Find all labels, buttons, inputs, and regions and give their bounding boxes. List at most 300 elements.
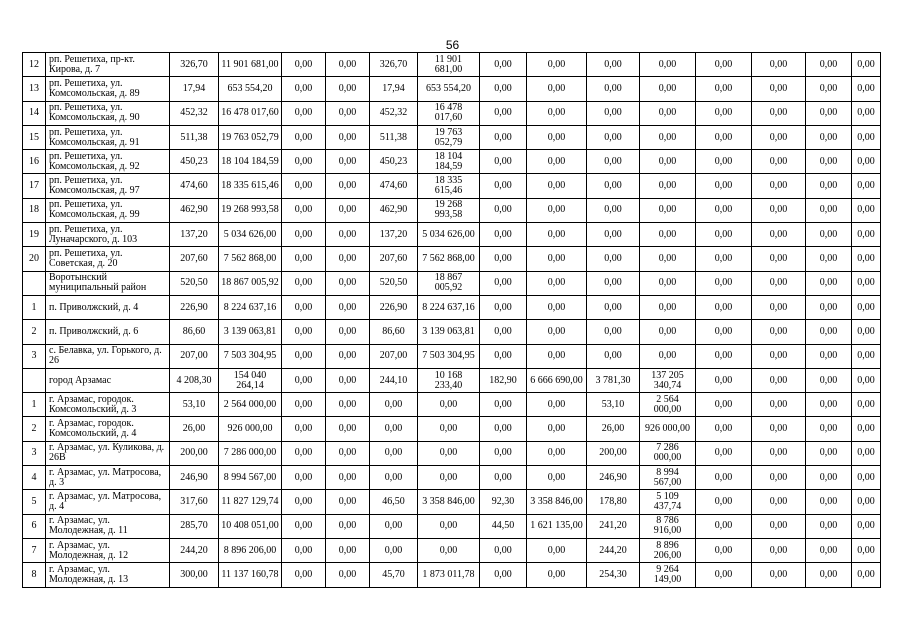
value-cell: 0,00 xyxy=(752,101,806,125)
value-cell: 178,80 xyxy=(587,490,640,514)
row-number-cell: 15 xyxy=(23,125,46,149)
value-cell: 0,00 xyxy=(696,247,752,271)
value-cell: 0,00 xyxy=(326,150,370,174)
address-cell: Воротынский муниципальный район xyxy=(46,271,170,295)
value-cell: 19 763 052,79 xyxy=(219,125,282,149)
value-cell: 0,00 xyxy=(806,174,852,198)
value-cell: 0,00 xyxy=(282,198,326,222)
value-cell: 0,00 xyxy=(418,538,480,562)
value-cell: 0,00 xyxy=(326,466,370,490)
table-row xyxy=(23,466,881,490)
address-cell: г. Арзамас, городок. Комсомольский, д. 3 xyxy=(46,393,170,417)
value-cell: 0,00 xyxy=(326,223,370,247)
value-cell: 137 205 340,74 xyxy=(640,368,696,392)
value-cell: 0,00 xyxy=(480,320,527,344)
value-cell: 0,00 xyxy=(696,174,752,198)
value-cell: 0,00 xyxy=(806,393,852,417)
value-cell: 0,00 xyxy=(852,490,881,514)
value-cell: 0,00 xyxy=(696,538,752,562)
value-cell: 0,00 xyxy=(696,53,752,77)
value-cell: 0,00 xyxy=(806,514,852,538)
value-cell: 0,00 xyxy=(282,368,326,392)
value-cell: 0,00 xyxy=(806,344,852,368)
value-cell: 0,00 xyxy=(527,247,587,271)
table-row xyxy=(23,490,881,514)
value-cell: 0,00 xyxy=(326,198,370,222)
value-cell: 0,00 xyxy=(587,101,640,125)
value-cell: 0,00 xyxy=(418,393,480,417)
value-cell: 0,00 xyxy=(696,101,752,125)
row-number-cell: 5 xyxy=(23,490,46,514)
value-cell: 244,20 xyxy=(170,538,219,562)
row-number-cell xyxy=(23,271,46,295)
value-cell: 0,00 xyxy=(282,295,326,319)
value-cell: 0,00 xyxy=(696,466,752,490)
value-cell: 0,00 xyxy=(852,271,881,295)
value-cell: 452,32 xyxy=(370,101,418,125)
value-cell: 474,60 xyxy=(170,174,219,198)
value-cell: 0,00 xyxy=(696,198,752,222)
value-cell: 452,32 xyxy=(170,101,219,125)
value-cell: 0,00 xyxy=(696,344,752,368)
value-cell: 0,00 xyxy=(852,77,881,101)
value-cell: 244,10 xyxy=(370,368,418,392)
value-cell: 0,00 xyxy=(418,514,480,538)
value-cell: 0,00 xyxy=(527,53,587,77)
value-cell: 0,00 xyxy=(852,538,881,562)
value-cell: 0,00 xyxy=(326,563,370,587)
value-cell: 0,00 xyxy=(852,344,881,368)
value-cell: 7 503 304,95 xyxy=(418,344,480,368)
value-cell: 0,00 xyxy=(282,417,326,441)
value-cell: 19 268 993,58 xyxy=(418,198,480,222)
value-cell: 0,00 xyxy=(282,393,326,417)
row-number-cell: 20 xyxy=(23,247,46,271)
table-row xyxy=(23,125,881,149)
value-cell: 0,00 xyxy=(527,393,587,417)
value-cell: 0,00 xyxy=(282,150,326,174)
value-cell: 0,00 xyxy=(326,271,370,295)
address-cell: рп. Решетиха, ул. Комсомольская, д. 97 xyxy=(46,174,170,198)
value-cell: 0,00 xyxy=(640,53,696,77)
value-cell: 11 901 681,00 xyxy=(219,53,282,77)
table-row xyxy=(23,344,881,368)
value-cell: 0,00 xyxy=(806,320,852,344)
value-cell: 0,00 xyxy=(806,563,852,587)
value-cell: 0,00 xyxy=(282,174,326,198)
address-cell: рп. Решетиха, ул. Советская, д. 20 xyxy=(46,247,170,271)
value-cell: 0,00 xyxy=(527,466,587,490)
address-cell: г. Арзамас, ул. Молодежная, д. 12 xyxy=(46,538,170,562)
value-cell: 0,00 xyxy=(640,344,696,368)
value-cell: 0,00 xyxy=(696,441,752,465)
row-number-cell: 14 xyxy=(23,101,46,125)
value-cell: 19 763 052,79 xyxy=(418,125,480,149)
value-cell: 0,00 xyxy=(696,77,752,101)
value-cell: 0,00 xyxy=(326,295,370,319)
value-cell: 474,60 xyxy=(370,174,418,198)
value-cell: 0,00 xyxy=(640,271,696,295)
value-cell: 9 264 149,00 xyxy=(640,563,696,587)
value-cell: 0,00 xyxy=(587,320,640,344)
value-cell: 0,00 xyxy=(752,77,806,101)
value-cell: 0,00 xyxy=(696,393,752,417)
row-number-cell: 2 xyxy=(23,417,46,441)
value-cell: 0,00 xyxy=(752,344,806,368)
value-cell: 207,60 xyxy=(370,247,418,271)
address-cell: рп. Решетиха, ул. Комсомольская, д. 91 xyxy=(46,125,170,149)
table-body xyxy=(23,53,881,588)
table-row xyxy=(23,295,881,319)
value-cell: 0,00 xyxy=(806,417,852,441)
value-cell: 326,70 xyxy=(370,53,418,77)
value-cell: 0,00 xyxy=(282,271,326,295)
value-cell: 0,00 xyxy=(480,271,527,295)
address-cell: г. Арзамас, ул. Куликова, д. 26В xyxy=(46,441,170,465)
value-cell: 5 109 437,74 xyxy=(640,490,696,514)
value-cell: 11 901 681,00 xyxy=(418,53,480,77)
value-cell: 18 104 184,59 xyxy=(418,150,480,174)
value-cell: 0,00 xyxy=(852,174,881,198)
value-cell: 0,00 xyxy=(852,125,881,149)
value-cell: 0,00 xyxy=(640,320,696,344)
value-cell: 0,00 xyxy=(806,198,852,222)
value-cell: 0,00 xyxy=(696,368,752,392)
row-number-cell: 12 xyxy=(23,53,46,77)
value-cell: 1 621 135,00 xyxy=(527,514,587,538)
value-cell: 7 286 000,00 xyxy=(640,441,696,465)
value-cell: 0,00 xyxy=(640,295,696,319)
value-cell: 0,00 xyxy=(587,125,640,149)
row-number-cell: 4 xyxy=(23,466,46,490)
value-cell: 86,60 xyxy=(370,320,418,344)
value-cell: 0,00 xyxy=(696,320,752,344)
value-cell: 0,00 xyxy=(480,223,527,247)
row-number-cell: 1 xyxy=(23,393,46,417)
address-cell: г. Арзамас, ул. Матросова, д. 3 xyxy=(46,466,170,490)
value-cell: 0,00 xyxy=(852,53,881,77)
row-number-cell: 13 xyxy=(23,77,46,101)
value-cell: 0,00 xyxy=(527,125,587,149)
table-row xyxy=(23,320,881,344)
address-cell: г. Арзамас, ул. Молодежная, д. 11 xyxy=(46,514,170,538)
value-cell: 44,50 xyxy=(480,514,527,538)
table-row xyxy=(23,271,881,295)
value-cell: 326,70 xyxy=(170,53,219,77)
value-cell: 0,00 xyxy=(326,344,370,368)
value-cell: 0,00 xyxy=(480,344,527,368)
table-row xyxy=(23,247,881,271)
table-row xyxy=(23,538,881,562)
address-cell: рп. Решетиха, ул. Комсомольская, д. 99 xyxy=(46,198,170,222)
value-cell: 0,00 xyxy=(282,538,326,562)
value-cell: 285,70 xyxy=(170,514,219,538)
value-cell: 18 104 184,59 xyxy=(219,150,282,174)
value-cell: 0,00 xyxy=(587,174,640,198)
value-cell: 0,00 xyxy=(587,198,640,222)
value-cell: 0,00 xyxy=(852,466,881,490)
value-cell: 0,00 xyxy=(752,368,806,392)
value-cell: 3 139 063,81 xyxy=(418,320,480,344)
value-cell: 182,90 xyxy=(480,368,527,392)
value-cell: 0,00 xyxy=(696,563,752,587)
value-cell: 0,00 xyxy=(852,198,881,222)
value-cell: 0,00 xyxy=(527,417,587,441)
row-number-cell: 8 xyxy=(23,563,46,587)
value-cell: 53,10 xyxy=(170,393,219,417)
address-cell: п. Приволжский, д. 6 xyxy=(46,320,170,344)
value-cell: 0,00 xyxy=(640,174,696,198)
value-cell: 5 034 626,00 xyxy=(219,223,282,247)
value-cell: 0,00 xyxy=(852,417,881,441)
value-cell: 0,00 xyxy=(752,393,806,417)
value-cell: 0,00 xyxy=(806,538,852,562)
value-cell: 8 786 916,00 xyxy=(640,514,696,538)
row-number-cell: 3 xyxy=(23,441,46,465)
table-row xyxy=(23,368,881,392)
value-cell: 0,00 xyxy=(527,101,587,125)
value-cell: 0,00 xyxy=(326,538,370,562)
value-cell: 7 286 000,00 xyxy=(219,441,282,465)
value-cell: 0,00 xyxy=(326,368,370,392)
address-cell: г. Арзамас, городок. Комсомольский, д. 4 xyxy=(46,417,170,441)
value-cell: 0,00 xyxy=(696,125,752,149)
value-cell: 16 478 017,60 xyxy=(418,101,480,125)
address-cell: г. Арзамас, ул. Молодежная, д. 13 xyxy=(46,563,170,587)
value-cell: 0,00 xyxy=(587,271,640,295)
value-cell: 0,00 xyxy=(326,101,370,125)
value-cell: 0,00 xyxy=(370,514,418,538)
address-cell: рп. Решетиха, ул. Комсомольская, д. 89 xyxy=(46,77,170,101)
value-cell: 7 562 868,00 xyxy=(219,247,282,271)
value-cell: 0,00 xyxy=(752,295,806,319)
value-cell: 0,00 xyxy=(640,77,696,101)
value-cell: 3 139 063,81 xyxy=(219,320,282,344)
value-cell: 0,00 xyxy=(527,271,587,295)
value-cell: 0,00 xyxy=(282,101,326,125)
value-cell: 0,00 xyxy=(587,77,640,101)
row-number-cell: 16 xyxy=(23,150,46,174)
value-cell: 0,00 xyxy=(480,101,527,125)
value-cell: 10 408 051,00 xyxy=(219,514,282,538)
value-cell: 0,00 xyxy=(752,174,806,198)
value-cell: 0,00 xyxy=(418,466,480,490)
value-cell: 0,00 xyxy=(852,441,881,465)
value-cell: 0,00 xyxy=(852,223,881,247)
value-cell: 0,00 xyxy=(418,441,480,465)
value-cell: 317,60 xyxy=(170,490,219,514)
row-number-cell: 17 xyxy=(23,174,46,198)
value-cell: 226,90 xyxy=(370,295,418,319)
value-cell: 0,00 xyxy=(370,538,418,562)
value-cell: 0,00 xyxy=(282,53,326,77)
value-cell: 5 034 626,00 xyxy=(418,223,480,247)
value-cell: 0,00 xyxy=(852,101,881,125)
value-cell: 450,23 xyxy=(370,150,418,174)
value-cell: 18 867 005,92 xyxy=(219,271,282,295)
value-cell: 0,00 xyxy=(806,247,852,271)
value-cell: 0,00 xyxy=(282,247,326,271)
value-cell: 0,00 xyxy=(480,125,527,149)
value-cell: 0,00 xyxy=(527,320,587,344)
value-cell: 0,00 xyxy=(752,150,806,174)
value-cell: 0,00 xyxy=(326,174,370,198)
value-cell: 0,00 xyxy=(326,490,370,514)
table-row xyxy=(23,150,881,174)
value-cell: 0,00 xyxy=(282,490,326,514)
value-cell: 0,00 xyxy=(418,417,480,441)
value-cell: 0,00 xyxy=(640,125,696,149)
value-cell: 300,00 xyxy=(170,563,219,587)
value-cell: 2 564 000,00 xyxy=(640,393,696,417)
value-cell: 0,00 xyxy=(696,271,752,295)
value-cell: 8 224 637,16 xyxy=(219,295,282,319)
address-cell: п. Приволжский, д. 4 xyxy=(46,295,170,319)
value-cell: 0,00 xyxy=(480,174,527,198)
value-cell: 0,00 xyxy=(480,150,527,174)
value-cell: 0,00 xyxy=(587,150,640,174)
value-cell: 0,00 xyxy=(480,538,527,562)
value-cell: 653 554,20 xyxy=(219,77,282,101)
address-cell: г. Арзамас, ул. Матросова, д. 4 xyxy=(46,490,170,514)
address-cell: с. Белавка, ул. Горького, д. 26 xyxy=(46,344,170,368)
value-cell: 0,00 xyxy=(282,77,326,101)
value-cell: 0,00 xyxy=(282,514,326,538)
value-cell: 0,00 xyxy=(696,223,752,247)
value-cell: 462,90 xyxy=(170,198,219,222)
table-row xyxy=(23,223,881,247)
row-number-cell: 18 xyxy=(23,198,46,222)
value-cell: 0,00 xyxy=(527,198,587,222)
value-cell: 200,00 xyxy=(587,441,640,465)
value-cell: 0,00 xyxy=(326,247,370,271)
value-cell: 0,00 xyxy=(752,563,806,587)
value-cell: 18 867 005,92 xyxy=(418,271,480,295)
value-cell: 11 827 129,74 xyxy=(219,490,282,514)
value-cell: 0,00 xyxy=(282,466,326,490)
value-cell: 0,00 xyxy=(852,247,881,271)
value-cell: 0,00 xyxy=(752,441,806,465)
value-cell: 241,20 xyxy=(587,514,640,538)
value-cell: 0,00 xyxy=(752,490,806,514)
value-cell: 0,00 xyxy=(282,441,326,465)
table-row xyxy=(23,53,881,77)
value-cell: 0,00 xyxy=(527,538,587,562)
value-cell: 0,00 xyxy=(326,441,370,465)
row-number-cell: 7 xyxy=(23,538,46,562)
value-cell: 246,90 xyxy=(587,466,640,490)
value-cell: 0,00 xyxy=(852,150,881,174)
value-cell: 0,00 xyxy=(282,344,326,368)
value-cell: 0,00 xyxy=(852,563,881,587)
value-cell: 0,00 xyxy=(806,77,852,101)
value-cell: 0,00 xyxy=(587,295,640,319)
value-cell: 246,90 xyxy=(170,466,219,490)
value-cell: 0,00 xyxy=(480,198,527,222)
value-cell: 0,00 xyxy=(752,271,806,295)
value-cell: 0,00 xyxy=(752,514,806,538)
value-cell: 0,00 xyxy=(806,101,852,125)
value-cell: 7 562 868,00 xyxy=(418,247,480,271)
value-cell: 0,00 xyxy=(527,150,587,174)
value-cell: 0,00 xyxy=(282,223,326,247)
value-cell: 18 335 615,46 xyxy=(219,174,282,198)
value-cell: 511,38 xyxy=(370,125,418,149)
value-cell: 46,50 xyxy=(370,490,418,514)
value-cell: 0,00 xyxy=(806,441,852,465)
value-cell: 0,00 xyxy=(852,295,881,319)
value-cell: 8 994 567,00 xyxy=(219,466,282,490)
value-cell: 10 168 233,40 xyxy=(418,368,480,392)
table-row xyxy=(23,514,881,538)
value-cell: 0,00 xyxy=(852,368,881,392)
page-number: 56 xyxy=(445,38,460,52)
value-cell: 0,00 xyxy=(696,295,752,319)
value-cell: 3 781,30 xyxy=(587,368,640,392)
value-cell: 0,00 xyxy=(587,53,640,77)
value-cell: 0,00 xyxy=(326,320,370,344)
value-cell: 26,00 xyxy=(587,417,640,441)
value-cell: 520,50 xyxy=(370,271,418,295)
value-cell: 0,00 xyxy=(640,150,696,174)
value-cell: 18 335 615,46 xyxy=(418,174,480,198)
value-cell: 226,90 xyxy=(170,295,219,319)
value-cell: 0,00 xyxy=(696,417,752,441)
value-cell: 207,00 xyxy=(170,344,219,368)
table-row xyxy=(23,174,881,198)
value-cell: 926 000,00 xyxy=(219,417,282,441)
value-cell: 0,00 xyxy=(527,441,587,465)
value-cell: 0,00 xyxy=(527,563,587,587)
value-cell: 0,00 xyxy=(752,198,806,222)
value-cell: 0,00 xyxy=(527,295,587,319)
value-cell: 16 478 017,60 xyxy=(219,101,282,125)
value-cell: 0,00 xyxy=(806,53,852,77)
value-cell: 0,00 xyxy=(752,320,806,344)
value-cell: 0,00 xyxy=(752,538,806,562)
value-cell: 0,00 xyxy=(640,198,696,222)
address-cell: рп. Решетиха, ул. Комсомольская, д. 92 xyxy=(46,150,170,174)
address-cell: рп. Решетиха, ул. Комсомольская, д. 90 xyxy=(46,101,170,125)
value-cell: 0,00 xyxy=(587,344,640,368)
table-row xyxy=(23,77,881,101)
value-cell: 0,00 xyxy=(480,563,527,587)
value-cell: 6 666 690,00 xyxy=(527,368,587,392)
value-cell: 0,00 xyxy=(527,77,587,101)
row-number-cell: 6 xyxy=(23,514,46,538)
value-cell: 3 358 846,00 xyxy=(418,490,480,514)
value-cell: 200,00 xyxy=(170,441,219,465)
value-cell: 0,00 xyxy=(640,101,696,125)
value-cell: 0,00 xyxy=(326,125,370,149)
value-cell: 0,00 xyxy=(852,514,881,538)
table-row xyxy=(23,198,881,222)
value-cell: 0,00 xyxy=(370,417,418,441)
value-cell: 154 040 264,14 xyxy=(219,368,282,392)
value-cell: 0,00 xyxy=(752,125,806,149)
value-cell: 0,00 xyxy=(480,295,527,319)
value-cell: 1 873 011,78 xyxy=(418,563,480,587)
value-cell: 0,00 xyxy=(527,344,587,368)
table-row xyxy=(23,393,881,417)
value-cell: 254,30 xyxy=(587,563,640,587)
value-cell: 11 137 160,78 xyxy=(219,563,282,587)
value-cell: 0,00 xyxy=(480,466,527,490)
row-number-cell: 1 xyxy=(23,295,46,319)
value-cell: 207,00 xyxy=(370,344,418,368)
value-cell: 511,38 xyxy=(170,125,219,149)
value-cell: 3 358 846,00 xyxy=(527,490,587,514)
